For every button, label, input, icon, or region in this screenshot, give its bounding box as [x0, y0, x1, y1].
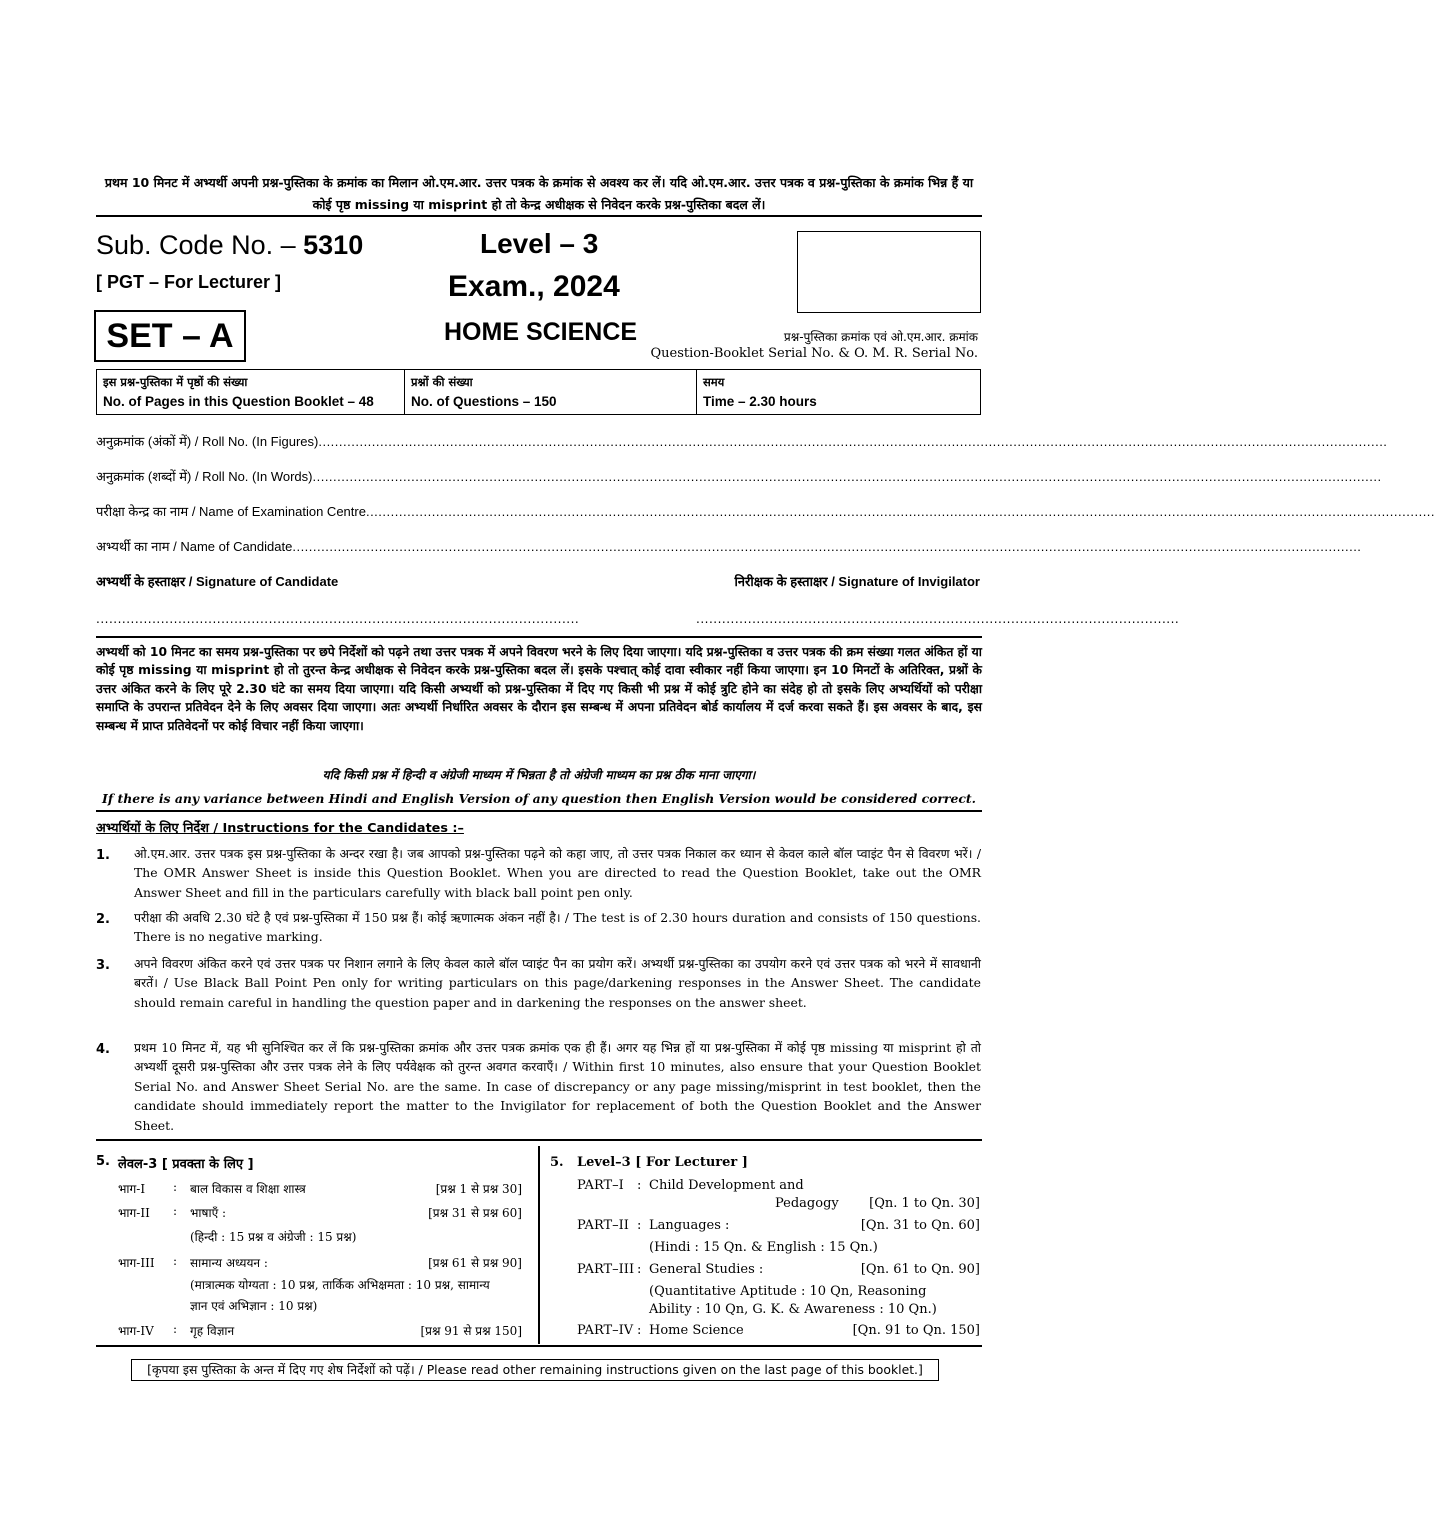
part-label: भाग-I: [118, 1182, 146, 1196]
part-name: Pedagogy: [775, 1196, 839, 1211]
part-label: PART–II: [577, 1218, 629, 1233]
part-colon: :: [173, 1180, 178, 1194]
part-name: Ability : 10 Qn, G. K. & Awareness : 10 Qn.): [649, 1302, 937, 1317]
instruction-number: 4.: [96, 1042, 110, 1057]
instruction-number: 1.: [96, 848, 110, 863]
exam-centre-label: परीक्षा केन्द्र का नाम / Name of Examination Centre: [96, 504, 366, 519]
candidate-name-label: अभ्यर्थी का नाम / Name of Candidate: [96, 539, 293, 554]
top-rule: [96, 215, 982, 217]
part-name: बाल विकास व शिक्षा शास्त्र: [190, 1182, 306, 1196]
roll-no-figures-label: अनुक्रमांक (अंकों में) / Roll No. (In Figures): [96, 434, 319, 449]
exam-centre-line[interactable]: ....................................................................................................................................................................................................................................................................: [365, 504, 1435, 519]
part-label: PART–I: [577, 1178, 624, 1193]
instruction-item: प्रथम 10 मिनट में, यह भी सुनिश्चित कर लें कि प्रश्न-पुस्तिका क्रमांक और उत्तर पत्रक क्रमांक एक ही हैं। अगर यह भिन्न हों या प्रश्न-पुस्तिका में कोई पृष्ठ missing या misprint हो तो अभ्यर्थी दूसरी प्रश्न-पुस्तिका और उत्तर पत्रक लेने के लिए पर्यवेक्षक को तुरन्त अवगत करवाएँ। / Within first 10 minutes, also ensure that your Question Booklet Serial No. and Answer Sheet Serial No. are the same. In case of discrepancy or any page missing/misprint in test booklet, then the candidate should immediately report the matter to the Invigilator for replacement of both the Question Booklet and the Answer Sheet.: [134, 1040, 981, 1133]
top-notice: प्रथम 10 मिनट में अभ्यर्थी अपनी प्रश्न-पुस्तिका के क्रमांक का मिलान ओ.एम.आर. उत्तर पत्रक के क्रमांक से अवश्य कर लें। यदि ओ.एम.आर. उत्तर पत्रक व प्रश्न-पुस्तिका के क्रमांक भिन्न हैं या कोई पृष्ठ missing या misprint हो तो केन्द्र अधीक्षक से निवेदन करके प्रश्न-पुस्तिका बदल लें।: [104, 175, 974, 212]
info-pages-english: No. of Pages in this Question Booklet – 48: [103, 394, 374, 409]
part-range: [Qn. 31 to Qn. 60]: [860, 1218, 980, 1233]
subject-name: HOME SCIENCE: [444, 318, 638, 346]
part-name: गृह विज्ञान: [190, 1324, 235, 1338]
section-number-english: 5.: [550, 1155, 564, 1170]
booklet-info-table: [96, 369, 981, 415]
part-colon: :: [173, 1254, 178, 1268]
part-name: General Studies :: [649, 1262, 764, 1277]
info-questions: [404, 370, 696, 414]
candidate-name-line[interactable]: ....................................................................................................................................................................................................................................................................: [292, 539, 1362, 554]
variance-note-hindi: यदि किसी प्रश्न में हिन्दी व अंग्रेजी माध्यम में भिन्नता है तो अंग्रेजी माध्यम का प्रश्न ठीक माना जाएगा।: [322, 768, 756, 782]
part-name: (मात्रात्मक योग्यता : 10 प्रश्न, तार्किक अभिक्षमता : 10 प्रश्न, सामान्य: [190, 1278, 490, 1292]
part-name: (Hindi : 15 Qn. & English : 15 Qn.): [649, 1240, 878, 1255]
section-title-hindi: लेवल-3 [ प्रवक्ता के लिए ]: [118, 1157, 254, 1172]
section-title-english: Level–3 [ For Lecturer ]: [577, 1155, 748, 1170]
info-pages-hindi: इस प्रश्न-पुस्तिका में पृष्ठों की संख्या: [103, 375, 248, 389]
footer-rule: [96, 1345, 982, 1347]
section-divider: [538, 1146, 540, 1344]
part-name: ज्ञान एवं अभिज्ञान : 10 प्रश्न): [190, 1299, 318, 1313]
part-name: Languages :: [649, 1218, 730, 1233]
serial-label-hindi: प्रश्न-पुस्तिका क्रमांक एवं ओ.एम.आर. क्रमांक: [783, 330, 978, 344]
part-label: PART–IV: [577, 1323, 634, 1338]
footer-note: [कृपया इस पुस्तिका के अन्त में दिए गए शेष निर्देशों को पढ़ें। / Please read other remaining instructions given on the last page of this booklet.]: [131, 1359, 939, 1381]
part-colon: :: [173, 1322, 178, 1336]
part-range: [प्रश्न 61 से प्रश्न 90]: [428, 1256, 522, 1270]
subject-code: [96, 230, 363, 261]
info-time-english: Time – 2.30 hours: [703, 394, 817, 409]
info-time-hindi: समय: [703, 375, 725, 389]
part-colon: :: [637, 1262, 642, 1277]
part-name: (हिन्दी : 15 प्रश्न व अंग्रेजी : 15 प्रश्न): [190, 1230, 357, 1244]
para-rule: [96, 636, 982, 638]
candidate-name-field[interactable]: [96, 538, 1362, 556]
post-label: [ PGT – For Lecturer ]: [96, 272, 282, 292]
serial-label-english: Question-Booklet Serial No. & O. M. R. Serial No.: [650, 346, 978, 361]
part-name: Home Science: [649, 1323, 744, 1338]
part-name: भाषाएँ :: [190, 1206, 227, 1220]
instruction-number: 2.: [96, 912, 110, 927]
part-range: [प्रश्न 91 से प्रश्न 150]: [420, 1324, 522, 1338]
part-colon: :: [637, 1323, 642, 1338]
part-name: Child Development and: [649, 1178, 804, 1193]
part-range: [Qn. 91 to Qn. 150]: [852, 1323, 980, 1338]
part-range: [प्रश्न 1 से प्रश्न 30]: [435, 1182, 522, 1196]
instruction-item: परीक्षा की अवधि 2.30 घंटे है एवं प्रश्न-पुस्तिका में 150 प्रश्न हैं। कोई ऋणात्मक अंकन नहीं है। / The test is of 2.30 hours duration and consists of 150 questions. There is no negative marking.: [134, 910, 981, 945]
info-questions-english: No. of Questions – 150: [411, 394, 557, 409]
instructions-heading: अभ्यर्थियों के लिए निर्देश / Instructions for the Candidates :–: [96, 821, 464, 836]
part-range: [प्रश्न 31 से प्रश्न 60]: [428, 1206, 522, 1220]
candidate-signature-label: अभ्यर्थी के हस्ताक्षर / Signature of Candidate: [96, 574, 339, 589]
roll-no-figures-field[interactable]: [96, 433, 1388, 451]
part-label: भाग-IV: [118, 1324, 154, 1338]
invigilator-signature-label: निरीक्षक के हस्ताक्षर / Signature of Invigilator: [734, 574, 980, 589]
part-colon: :: [637, 1178, 642, 1193]
candidate-signature-line[interactable]: ................................................................................................................: [96, 612, 580, 626]
info-time: [696, 370, 980, 414]
roll-no-words-line[interactable]: ....................................................................................................................................................................................................................................................................: [312, 469, 1382, 484]
instruction-item: अपने विवरण अंकित करने एवं उत्तर पत्रक पर निशान लगाने के लिए केवल काले बॉल प्वाइंट पैन का प्रयोग करें। अभ्यर्थी प्रश्न-पुस्तिका का उपयोग करने एवं उत्तर पत्रक को भरने में सावधानी बरतें। / Use Black Ball Point Pen only for writing particulars on this page/darkening responses in the Answer Sheet. The candidate should remain careful in handling the question paper and in darkening the responses on the answer sheet.: [134, 956, 981, 1010]
variance-note-english: If there is any variance between Hindi and English Version of any question then English Version would be considered correct.: [102, 791, 976, 806]
roll-no-figures-line[interactable]: ....................................................................................................................................................................................................................................................................: [318, 434, 1388, 449]
sections-rule: [96, 1139, 982, 1141]
info-questions-hindi: प्रश्नों की संख्या: [411, 375, 473, 389]
level-label: Level – 3: [480, 228, 599, 259]
part-colon: :: [637, 1218, 642, 1233]
roll-no-words-label: अनुक्रमांक (शब्दों में) / Roll No. (In Words): [96, 469, 313, 484]
set-label: SET – A: [94, 310, 246, 362]
section-number-hindi: 5.: [96, 1154, 110, 1169]
part-name: सामान्य अध्ययन :: [190, 1256, 268, 1270]
subject-code-value: 5310: [303, 230, 364, 260]
part-range: [Qn. 1 to Qn. 30]: [869, 1196, 980, 1211]
serial-number-box[interactable]: [797, 231, 981, 313]
part-range: [Qn. 61 to Qn. 90]: [860, 1262, 980, 1277]
exam-year: Exam., 2024: [448, 270, 620, 303]
part-label: भाग-III: [118, 1256, 155, 1270]
instructions-rule: [96, 810, 982, 812]
exam-centre-field[interactable]: [96, 503, 1435, 521]
part-label: PART–III: [577, 1262, 635, 1277]
subject-code-label: Sub. Code No. –: [96, 230, 304, 260]
general-instructions-hindi: अभ्यर्थी को 10 मिनट का समय प्रश्न-पुस्तिका पर छपे निर्देशों को पढ़ने तथा उत्तर पत्रक में अपने विवरण भरने के लिए दिया जाएगा। यदि प्रश्न-पुस्तिका व उत्तर पत्रक की क्रम संख्या गलत अंकित हों या कोई पृष्ठ missing या misprint हो तो तुरन्त केन्द्र अधीक्षक से निवेदन करके प्रश्न-पुस्तिका बदल लें। इसके पश्चात् कोई दावा स्वीकार नहीं किया जाएगा। इन 10 मिनटों के अतिरिक्त, प्रश्नों के उत्तर अंकित करने के लिए पूरे 2.30 घंटे का समय दिया जाएगा। यदि किसी अभ्यर्थी को प्रश्न-पुस्तिका में दिए गए किसी भी प्रश्न में कोई त्रुटि होने का संदेह हो तो इसके लिए अभ्यर्थियों को परीक्षा समाप्ति के उपरान्त प्रतिवेदन देने के लिए अवसर दिया जाएगा। अतः अभ्यर्थी निर्धारित अवसर के दौरान इस सम्बन्ध में अपना प्रतिवेदन बोर्ड कार्यालय में दर्ज करवा सकते हैं। इस अवसर के बाद, इस सम्बन्ध में प्राप्त प्रतिवेदनों पर कोई विचार नहीं किया जाएगा।: [96, 645, 982, 733]
info-pages: [97, 370, 404, 414]
instruction-number: 3.: [96, 958, 110, 973]
part-name: (Quantitative Aptitude : 10 Qn, Reasoning: [649, 1284, 927, 1299]
roll-no-words-field[interactable]: [96, 468, 1382, 486]
instruction-item: ओ.एम.आर. उत्तर पत्रक इस प्रश्न-पुस्तिका के अन्दर रखा है। जब आपको प्रश्न-पुस्तिका पढ़ने को कहा जाए, तो उत्तर पत्रक निकाल कर ध्यान से केवल काले बॉल प्वाइंट पैन से विवरण भरें। / The OMR Answer Sheet is inside this Question Booklet. When you are directed to read the Question Booklet, take out the OMR Answer Sheet and fill in the particulars carefully with black ball point pen only.: [134, 846, 981, 900]
part-colon: :: [173, 1204, 178, 1218]
invigilator-signature-line[interactable]: ................................................................................................................: [696, 612, 1180, 626]
part-label: भाग-II: [118, 1206, 150, 1220]
